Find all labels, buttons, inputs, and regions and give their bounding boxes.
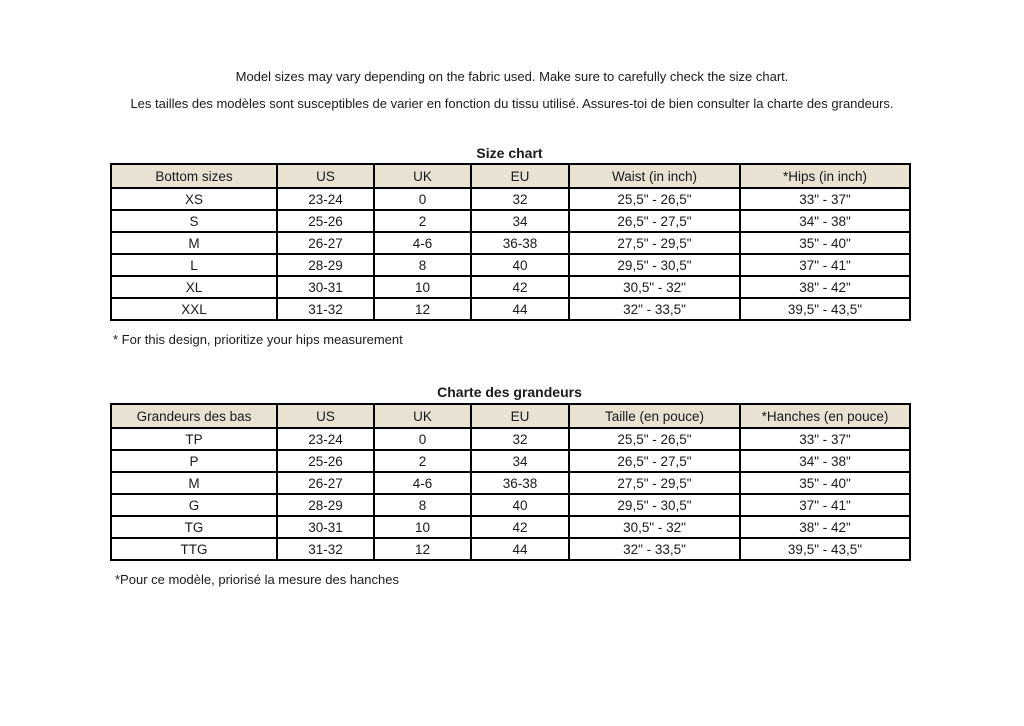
column-header: Waist (in inch) [569, 164, 740, 188]
size-chart-title-french: Charte des grandeurs [437, 384, 582, 400]
column-header: *Hanches (en pouce) [740, 404, 910, 428]
column-header: Taille (en pouce) [569, 404, 740, 428]
table-cell: 32 [471, 428, 569, 450]
table-cell: 42 [471, 276, 569, 298]
table-cell: 37" - 41" [740, 254, 910, 276]
table-cell: L [111, 254, 277, 276]
table-row [111, 450, 910, 472]
table-cell: 34 [471, 450, 569, 472]
table-cell: 34 [471, 210, 569, 232]
table-cell: XXL [111, 298, 277, 320]
table-cell: 38" - 42" [740, 276, 910, 298]
table-cell: 32" - 33,5" [569, 538, 740, 560]
table-cell: 28-29 [277, 254, 374, 276]
table-cell: 10 [374, 276, 471, 298]
table-cell: 27,5" - 29,5" [569, 232, 740, 254]
hips-footnote-english: * For this design, prioritize your hips measurement [113, 332, 403, 347]
table-cell: TTG [111, 538, 277, 560]
table-row [111, 276, 910, 298]
table-cell: 30-31 [277, 276, 374, 298]
column-header: US [277, 404, 374, 428]
table-cell: 36-38 [471, 232, 569, 254]
column-header: UK [374, 404, 471, 428]
table-cell: 37" - 41" [740, 494, 910, 516]
table-cell: 29,5" - 30,5" [569, 254, 740, 276]
table-cell: 32" - 33,5" [569, 298, 740, 320]
table-cell: G [111, 494, 277, 516]
table-cell: S [111, 210, 277, 232]
table-cell: 40 [471, 254, 569, 276]
table-cell: 4-6 [374, 472, 471, 494]
table-row [111, 494, 910, 516]
table-cell: 26-27 [277, 472, 374, 494]
table-cell: 23-24 [277, 428, 374, 450]
size-chart-title-english: Size chart [476, 145, 543, 161]
table-cell: 34" - 38" [740, 210, 910, 232]
table-cell: TG [111, 516, 277, 538]
table-row [111, 538, 910, 560]
table-cell: 2 [374, 210, 471, 232]
table-cell: 4-6 [374, 232, 471, 254]
column-header: Grandeurs des bas [111, 404, 277, 428]
table-header-row [111, 404, 910, 428]
table-cell: 33" - 37" [740, 188, 910, 210]
table-row [111, 472, 910, 494]
table-cell: 35" - 40" [740, 232, 910, 254]
intro-text-french: Les tailles des modèles sont susceptibles de varier en fonction du tissu utilisé. Assures-toi de bien consulter la charte des grandeurs. [130, 96, 894, 111]
table-cell: 39,5" - 43,5" [740, 538, 910, 560]
size-chart-table-french [110, 403, 911, 561]
table-row [111, 254, 910, 276]
table-cell: 34" - 38" [740, 450, 910, 472]
column-header: UK [374, 164, 471, 188]
table-cell: 33" - 37" [740, 428, 910, 450]
table-cell: 27,5" - 29,5" [569, 472, 740, 494]
table-header-row [111, 164, 910, 188]
table-cell: 35" - 40" [740, 472, 910, 494]
table-cell: 38" - 42" [740, 516, 910, 538]
table-cell: 25,5" - 26,5" [569, 428, 740, 450]
size-chart-table-english [110, 163, 911, 321]
table-cell: TP [111, 428, 277, 450]
table-row [111, 232, 910, 254]
table-cell: M [111, 472, 277, 494]
table-cell: 23-24 [277, 188, 374, 210]
table-cell: 10 [374, 516, 471, 538]
table-cell: 28-29 [277, 494, 374, 516]
table-row [111, 210, 910, 232]
table-row [111, 428, 910, 450]
table-cell: 40 [471, 494, 569, 516]
table-cell: 2 [374, 450, 471, 472]
table-cell: 39,5" - 43,5" [740, 298, 910, 320]
table-row [111, 298, 910, 320]
table-row [111, 516, 910, 538]
column-header: EU [471, 164, 569, 188]
column-header: *Hips (in inch) [740, 164, 910, 188]
table-cell: XS [111, 188, 277, 210]
table-cell: 25-26 [277, 210, 374, 232]
table-cell: 36-38 [471, 472, 569, 494]
hips-footnote-french: *Pour ce modèle, priorisé la mesure des hanches [115, 572, 399, 587]
table-cell: 31-32 [277, 538, 374, 560]
table-cell: 0 [374, 188, 471, 210]
table-cell: P [111, 450, 277, 472]
table-cell: 8 [374, 254, 471, 276]
table-cell: 25-26 [277, 450, 374, 472]
table-cell: 31-32 [277, 298, 374, 320]
table-cell: 29,5" - 30,5" [569, 494, 740, 516]
table-cell: 32 [471, 188, 569, 210]
table-row [111, 188, 910, 210]
table-cell: 25,5" - 26,5" [569, 188, 740, 210]
table-cell: 8 [374, 494, 471, 516]
table-cell: 26-27 [277, 232, 374, 254]
column-header: EU [471, 404, 569, 428]
table-cell: 0 [374, 428, 471, 450]
table-cell: 44 [471, 538, 569, 560]
intro-text-english: Model sizes may vary depending on the fabric used. Make sure to carefully check the size chart. [235, 69, 789, 84]
column-header: US [277, 164, 374, 188]
table-cell: 12 [374, 298, 471, 320]
table-cell: 44 [471, 298, 569, 320]
table-cell: XL [111, 276, 277, 298]
table-cell: M [111, 232, 277, 254]
table-cell: 12 [374, 538, 471, 560]
column-header: Bottom sizes [111, 164, 277, 188]
table-cell: 26,5" - 27,5" [569, 450, 740, 472]
table-cell: 42 [471, 516, 569, 538]
table-cell: 30-31 [277, 516, 374, 538]
table-cell: 30,5" - 32" [569, 276, 740, 298]
table-cell: 30,5" - 32" [569, 516, 740, 538]
table-cell: 26,5" - 27,5" [569, 210, 740, 232]
